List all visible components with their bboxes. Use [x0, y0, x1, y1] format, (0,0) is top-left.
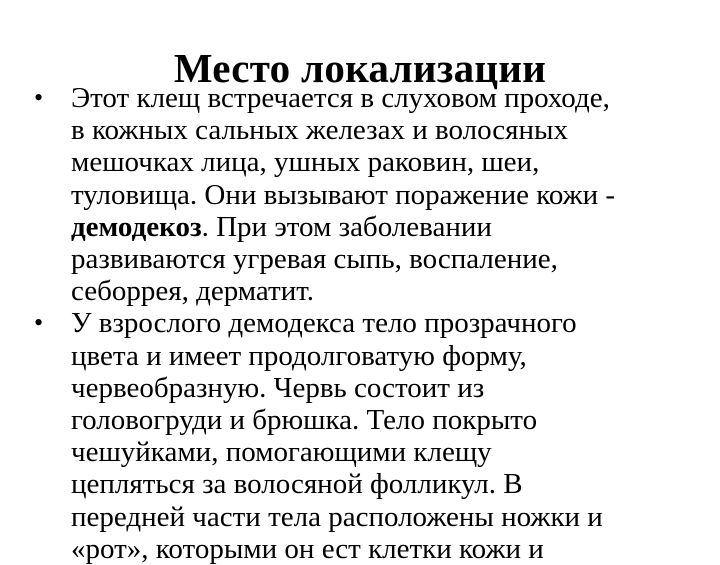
bullet-item-description [34, 307, 699, 565]
bullet-text-line: себоррея, дерматит. [71, 275, 314, 308]
bullet-text-line: в кожных сальных железах и волосяных [71, 114, 569, 147]
bullet-text-line: развиваются угревая сыпь, воспаление, [71, 243, 558, 276]
slide-title: Место локализации [173, 45, 547, 91]
bullet-text-line-term [71, 211, 699, 243]
term-continuation: . При этом заболевании [201, 210, 492, 243]
disease-term: демодекоз [71, 210, 202, 243]
bullet-text-line: туловища. Они вызывают поражение кожи - [71, 178, 616, 211]
bullet-item-habitat [34, 82, 699, 307]
bullet-text-line: «рот», которыми он ест клетки кожи и [71, 532, 544, 565]
bullet-text-line: цепляться за волосяной фолликул. В [71, 468, 523, 501]
slide-body [34, 82, 699, 565]
bullet-text-line: чешуйками, помогающими клещу [71, 436, 492, 469]
bullet-text-line: цвета и имеет продолговатую форму, [71, 339, 527, 372]
bullet-text-line: У взрослого демодекса тело прозрачного [71, 307, 577, 340]
bullet-text-line: Этот клещ встречается в слуховом проходе, [71, 82, 610, 114]
bullet-icon: • [34, 83, 44, 112]
bullet-text-line: червеобразную. Червь состоит из [71, 371, 485, 404]
bullet-text-line: головогруди и брюшка. Тело покрыто [71, 404, 538, 437]
bullet-icon: • [34, 308, 44, 338]
bullet-text-line: мешочках лица, ушных раковин, шеи, [71, 146, 540, 179]
bullet-text-line: передней части тела расположены ножки и [71, 500, 603, 533]
